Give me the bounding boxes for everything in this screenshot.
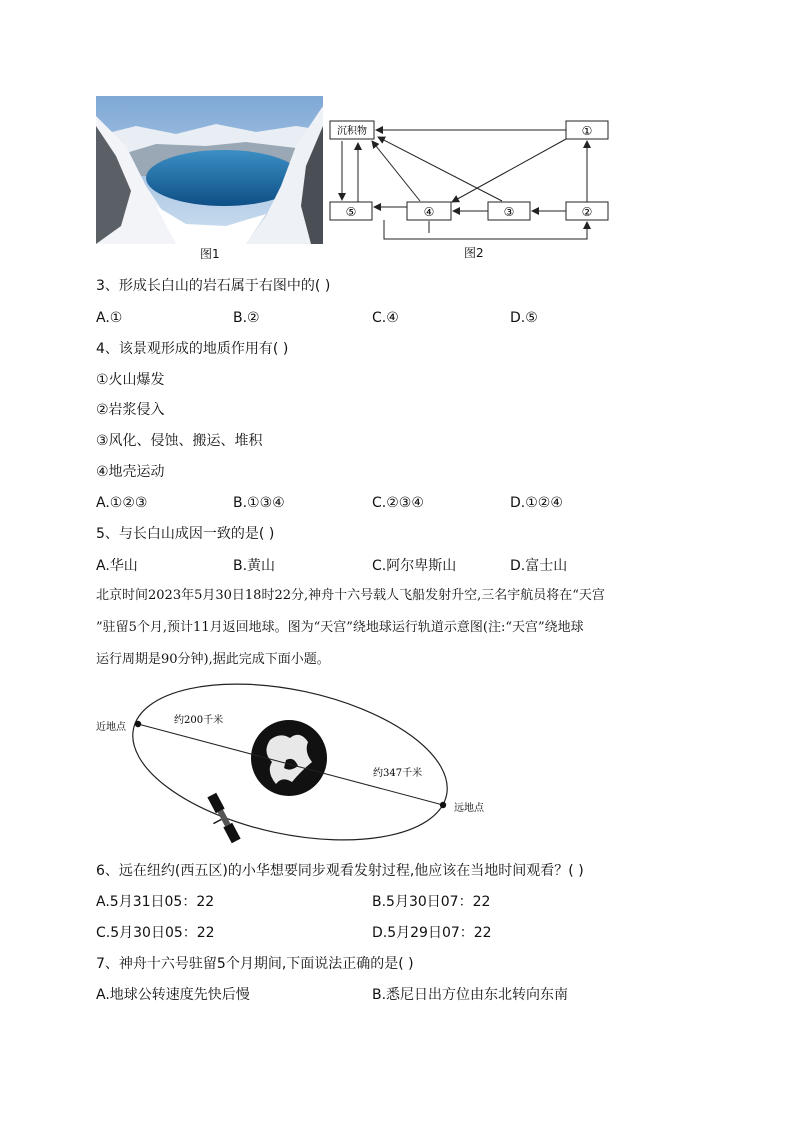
question-6-option-c: C.5月30日05：22	[96, 925, 215, 941]
question-7-option-a: A.地球公转速度先快后慢	[96, 987, 250, 1003]
question-4-option-a: A.①②③	[96, 495, 148, 511]
rock-cycle-diagram	[326, 115, 616, 245]
question-6-option-d: D.5月29日07：22	[372, 925, 492, 941]
apogee-distance-label: 约347千米	[373, 768, 423, 779]
box-2-label: ②	[581, 205, 593, 219]
space-station-icon	[201, 793, 240, 847]
question-7-stem: 7、神舟十六号驻留5个月期间,下面说法正确的是( )	[96, 956, 414, 972]
changbai-mountain-photo	[96, 96, 323, 244]
box-1	[566, 121, 608, 139]
question-4-item-2: ②岩浆侵入	[96, 402, 165, 418]
question-4-item-3: ③风化、侵蚀、搬运、堆积	[96, 433, 263, 449]
question-4-item-1: ①火山爆发	[96, 372, 165, 388]
figure1-caption: 图1	[200, 247, 220, 261]
box-1-label: ①	[581, 124, 593, 138]
box-4-label: ④	[423, 205, 435, 219]
question-4-option-b: B.①③④	[233, 495, 285, 511]
box-5-label: ⑤	[345, 205, 357, 219]
question-4-stem: 4、该景观形成的地质作用有( )	[96, 341, 289, 357]
box-3	[488, 202, 530, 220]
figure2-caption: 图2	[464, 246, 484, 260]
passage-line-3: 运行周期是90分钟),据此完成下面小题。	[96, 652, 330, 667]
question-5-stem: 5、与长白山成因一致的是( )	[96, 526, 275, 542]
box-sediment-label: 沉积物	[337, 126, 367, 137]
box-5	[330, 202, 372, 220]
passage-line-2: ”驻留5个月,预计11月返回地球。图为“天宫”绕地球运行轨道示意图(注:“天宫”绕地球	[96, 620, 584, 635]
question-4-option-c: C.②③④	[372, 495, 424, 511]
question-5-option-c: C.阿尔卑斯山	[372, 558, 457, 574]
question-3-stem: 3、形成长白山的岩石属于右图中的( )	[96, 278, 331, 294]
apogee-label: 远地点	[454, 803, 484, 814]
question-3-option-a: A.①	[96, 310, 123, 326]
box-2	[566, 202, 608, 220]
question-5-option-b: B.黄山	[233, 558, 276, 574]
question-3-option-b: B.②	[233, 310, 260, 326]
box-3-label: ③	[503, 205, 515, 219]
orbit-diagram	[90, 680, 510, 850]
question-4-item-4: ④地壳运动	[96, 464, 165, 480]
question-6-option-a: A.5月31日05：22	[96, 894, 215, 910]
question-3-option-c: C.④	[372, 310, 399, 326]
perigee-distance-label: 约200千米	[174, 715, 224, 726]
question-4-option-d: D.①②④	[510, 495, 563, 511]
question-5-option-d: D.富士山	[510, 558, 568, 574]
perigee-label: 近地点	[96, 722, 126, 733]
question-6-stem: 6、远在纽约(西五区)的小华想要同步观看发射过程,他应该在当地时间观看？( )	[96, 863, 584, 879]
box-4	[407, 202, 451, 220]
passage-line-1: 北京时间2023年5月30日18时22分,神舟十六号载人飞船发射升空,三名宇航员将在“天宫	[96, 588, 605, 603]
question-3-option-d: D.⑤	[510, 310, 538, 326]
question-7-option-b: B.悉尼日出方位由东北转向东南	[372, 987, 569, 1003]
question-5-option-a: A.华山	[96, 558, 138, 574]
question-6-option-b: B.5月30日07：22	[372, 894, 491, 910]
box-sediment	[330, 121, 374, 139]
